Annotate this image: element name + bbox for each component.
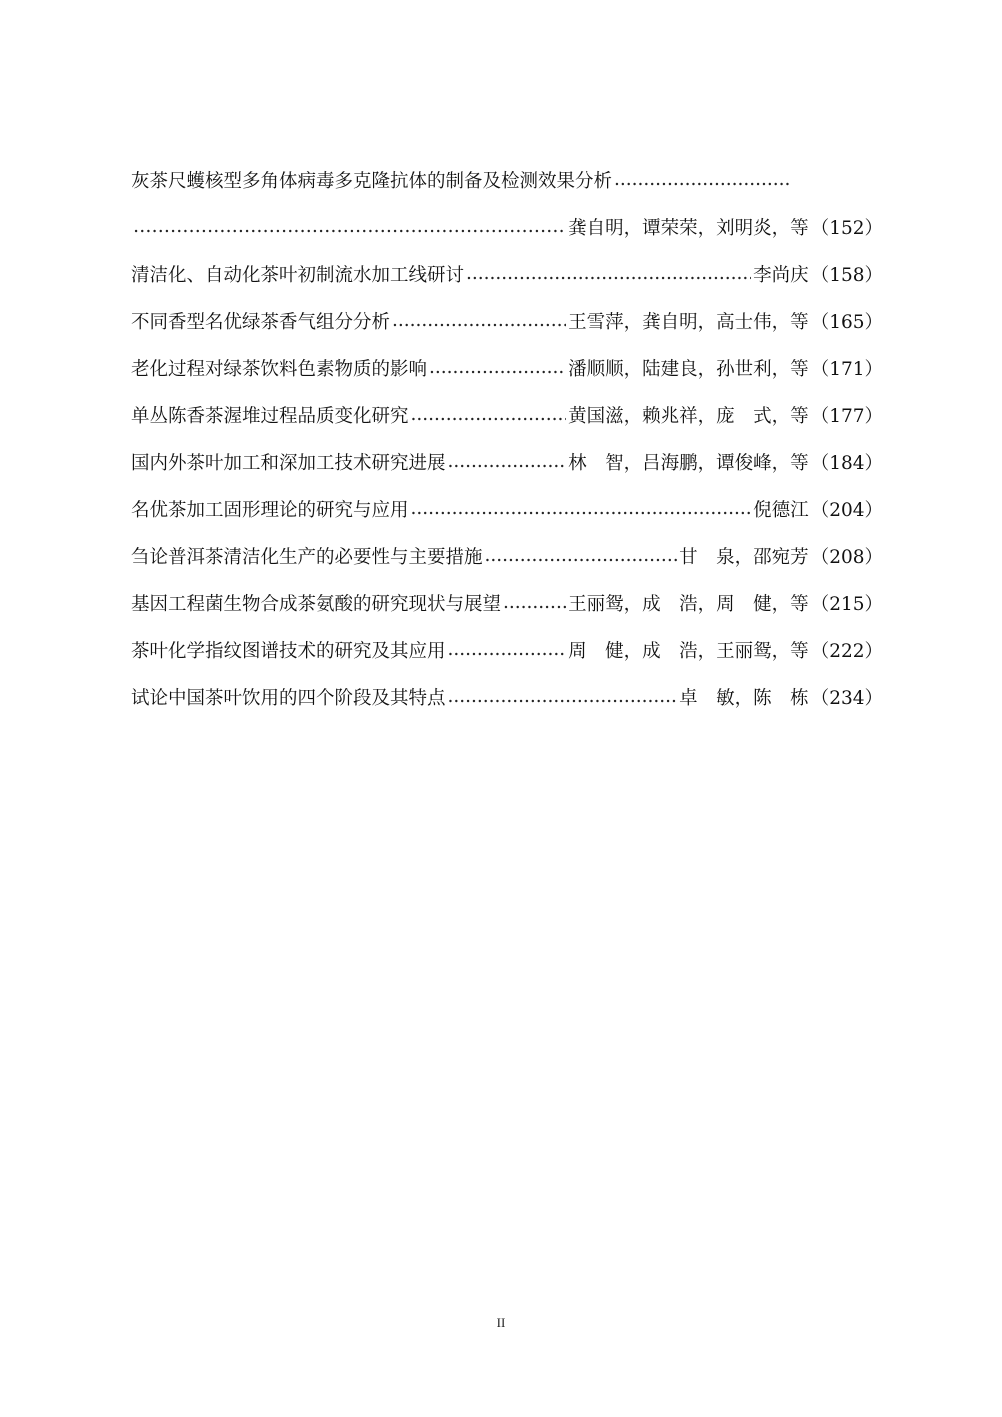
toc-entry-title: 老化过程对绿茶饮料色素物质的影响	[131, 358, 428, 380]
toc-entry-authors: 周 健，成 浩，王丽鸳，等	[568, 640, 809, 662]
toc-leader-dots	[466, 263, 751, 284]
toc-entry-authors: 卓 敏，陈 栋	[679, 687, 809, 709]
toc-entry-page: （208）	[810, 546, 883, 568]
toc-entry-title: 国内外茶叶加工和深加工技术研究进展	[131, 452, 446, 474]
toc-entry-page: （158）	[810, 264, 883, 286]
toc-leader-dots	[411, 404, 567, 425]
toc-entry-title: 名优茶加工固形理论的研究与应用	[131, 499, 409, 521]
toc-leader-dots	[448, 639, 567, 660]
page-number: II	[496, 1315, 506, 1330]
toc-entry-title: 灰茶尺蠖核型多角体病毒多克隆抗体的制备及检测效果分析	[131, 170, 613, 192]
toc-entry-title: 单丛陈香茶渥堆过程品质变化研究	[131, 405, 409, 427]
toc-entry-authors: 李尚庆	[753, 264, 809, 286]
toc-entry	[131, 297, 883, 344]
toc-entry-authors: 林 智，吕海鹏，谭俊峰，等	[568, 452, 809, 474]
toc-entry-authors: 龚自明，谭荣荣，刘明炎，等	[568, 217, 809, 239]
toc-entry	[131, 156, 883, 203]
toc-entry-page: （215）	[810, 593, 883, 615]
toc-entry-authors: 王丽鸳，成 浩，周 健，等	[568, 593, 809, 615]
toc-entry	[131, 532, 883, 579]
toc-entry-page: （165）	[810, 311, 883, 333]
toc-leader-dots	[133, 216, 566, 237]
toc-entry-authors: 潘顺顺，陆建良，孙世利，等	[568, 358, 809, 380]
toc-entry	[131, 438, 883, 485]
toc-leader-dots	[429, 357, 566, 378]
toc-entry-title: 不同香型名优绿茶香气组分分析	[131, 311, 391, 333]
toc-entry	[131, 344, 883, 391]
toc-entry	[131, 391, 883, 438]
toc-entry-title: 茶叶化学指纹图谱技术的研究及其应用	[131, 640, 446, 662]
toc-leader-dots	[614, 169, 791, 190]
toc-entry-page: （184）	[810, 452, 883, 474]
toc-leader-dots	[411, 498, 752, 519]
toc-entry	[131, 485, 883, 532]
toc-entry-authors: 倪德江	[753, 499, 809, 521]
toc-entry	[131, 579, 883, 626]
toc-leader-dots	[392, 310, 566, 331]
toc-entry-page: （171）	[810, 358, 883, 380]
table-of-contents	[131, 156, 883, 720]
toc-leader-dots	[485, 545, 678, 566]
toc-entry-page: （152）	[810, 217, 883, 239]
toc-entry-title: 清洁化、自动化茶叶初制流水加工线研讨	[131, 264, 465, 286]
toc-entry-page: （234）	[810, 687, 883, 709]
toc-entry	[131, 250, 883, 297]
toc-entry-title: 试论中国茶叶饮用的四个阶段及其特点	[131, 687, 446, 709]
toc-entry-page: （177）	[810, 405, 883, 427]
toc-entry	[131, 673, 883, 720]
toc-entry-authors: 黄国滋，赖兆祥，庞 式，等	[568, 405, 809, 427]
toc-entry-authors: 王雪萍，龚自明，高士伟，等	[568, 311, 809, 333]
toc-leader-dots	[448, 686, 678, 707]
toc-entry-authors: 甘 泉，邵宛芳	[679, 546, 809, 568]
toc-leader-dots	[448, 451, 567, 472]
toc-entry-page: （204）	[810, 499, 883, 521]
toc-leader-dots	[503, 592, 566, 613]
toc-entry-title: 基因工程菌生物合成茶氨酸的研究现状与展望	[131, 593, 502, 615]
toc-entry-page: （222）	[810, 640, 883, 662]
toc-entry	[131, 203, 883, 250]
toc-entry	[131, 626, 883, 673]
toc-entry-title: 刍论普洱茶清洁化生产的必要性与主要措施	[131, 546, 483, 568]
